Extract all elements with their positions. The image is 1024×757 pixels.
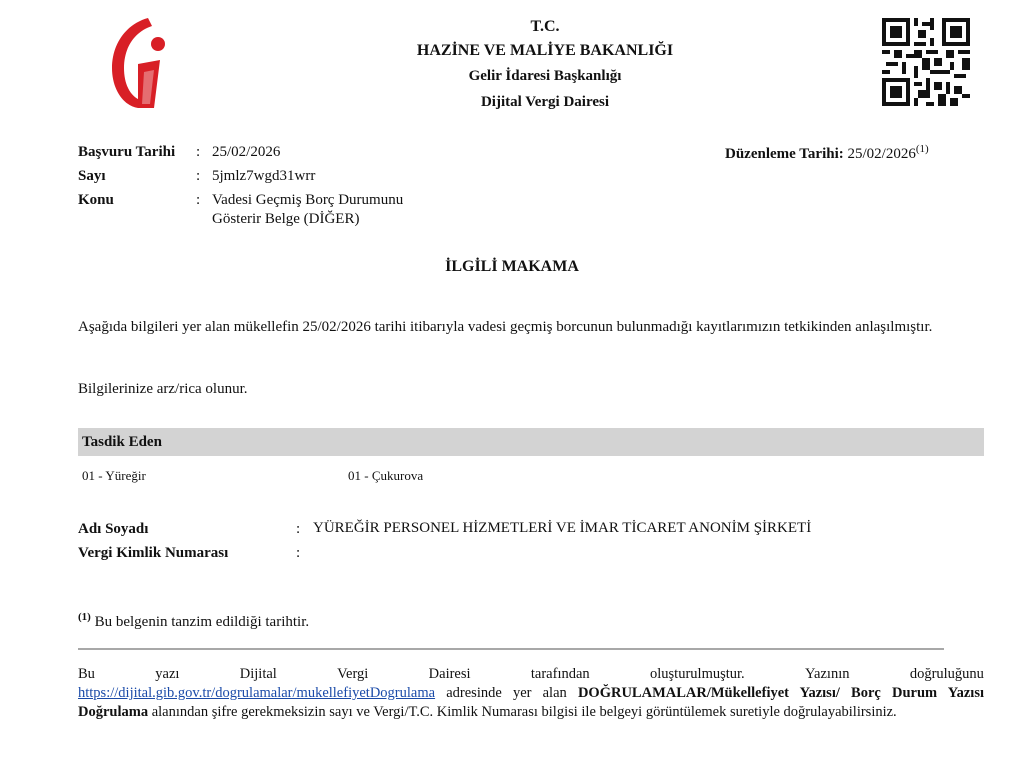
name-value: YÜREĞİR PERSONEL HİZMETLERİ VE İMAR TİCARET ANONİM ŞİRKETİ [313,520,812,536]
qr-code-icon [882,18,970,106]
tasdik-item-cukurova: 01 - Çukurova [348,468,424,483]
body-paragraph: Aşağıda bilgileri yer alan mükellefin 25/02/2026 tarihi itibarıyla vadesi geçmiş borcunun bulunmadığı kayıtlarımızın tetkikinden anlaşılmıştır. [78,319,933,335]
body-closing: Bilgilerinize arz/rica olunur. [78,381,248,397]
footer-after-link: adresinde yer alan [435,685,578,701]
duzenleme-note: (1) [915,143,929,155]
header-tax-office: Dijital Vergi Dairesi [480,94,610,110]
konu-colon: : [196,192,201,208]
footer-word: tarafından [530,666,590,682]
basvuru-colon: : [196,144,201,160]
konu-label: Konu [78,192,114,208]
footer-word: Dijital [239,666,277,682]
name-label: Adı Soyadı [78,521,149,537]
footer-bold-path: DOĞRULAMALAR/Mükellefiyet Yazısı/ Borç Durum Yazısı Doğrulama [78,685,984,720]
footer-word: oluşturulmuştur. [650,666,745,682]
footer-word: Yazının [805,666,850,682]
footer-text [78,684,984,722]
gib-logo-icon [108,14,170,112]
footer-word: yazı [155,666,180,682]
document-title: İLGİLİ MAKAMA [445,258,579,275]
name-colon: : [296,521,301,537]
sayi-label: Sayı [78,168,106,184]
footer-word: Bu [78,666,95,682]
vkn-colon: : [296,545,301,561]
footnote [78,611,309,631]
duzenleme-value: 25/02/2026 [847,146,916,162]
basvuru-label: Başvuru Tarihi [78,144,176,160]
verification-link[interactable]: https://dijital.gib.gov.tr/dogrulamalar/mukellefiyetDogrulama [78,685,436,701]
footer-rest: alanından şifre gerekmeksizin sayı ve Vergi/T.C. Kimlik Numarası bilgisi ile belgeyi görüntülemek suretiyle doğrulayabilirsiniz. [148,704,897,720]
header-ministry: HAZİNE VE MALİYE BAKANLIĞI [416,42,674,59]
footer-word: doğruluğunu [909,666,984,682]
tasdik-header-band [78,428,984,456]
footer-divider [78,648,944,650]
sayi-value: 5jmlz7wgd31wrr [212,168,316,184]
konu-value-line2: Gösterir Belge (DİĞER) [212,211,360,227]
tasdik-item-yuregir: 01 - Yüreğir [82,468,146,483]
konu-value-line1: Vadesi Geçmiş Borç Durumunu [212,192,404,208]
footer-word: Vergi [337,666,369,682]
header-directorate: Gelir İdaresi Başkanlığı [468,68,622,84]
footnote-text: Bu belgenin tanzim edildiği tarihtir. [94,614,310,630]
basvuru-value: 25/02/2026 [212,144,281,160]
footer-word: Dairesi [428,666,471,682]
footnote-marker: (1) [78,611,91,623]
duzenleme-label: Düzenleme Tarihi: [725,146,844,162]
footer-line1 [78,665,984,684]
sayi-colon: : [196,168,201,184]
tasdik-header: Tasdik Eden [82,434,162,450]
header-tc: T.C. [530,18,560,35]
vkn-label: Vergi Kimlik Numarası [78,545,229,561]
duzenleme-tarihi [725,143,929,163]
